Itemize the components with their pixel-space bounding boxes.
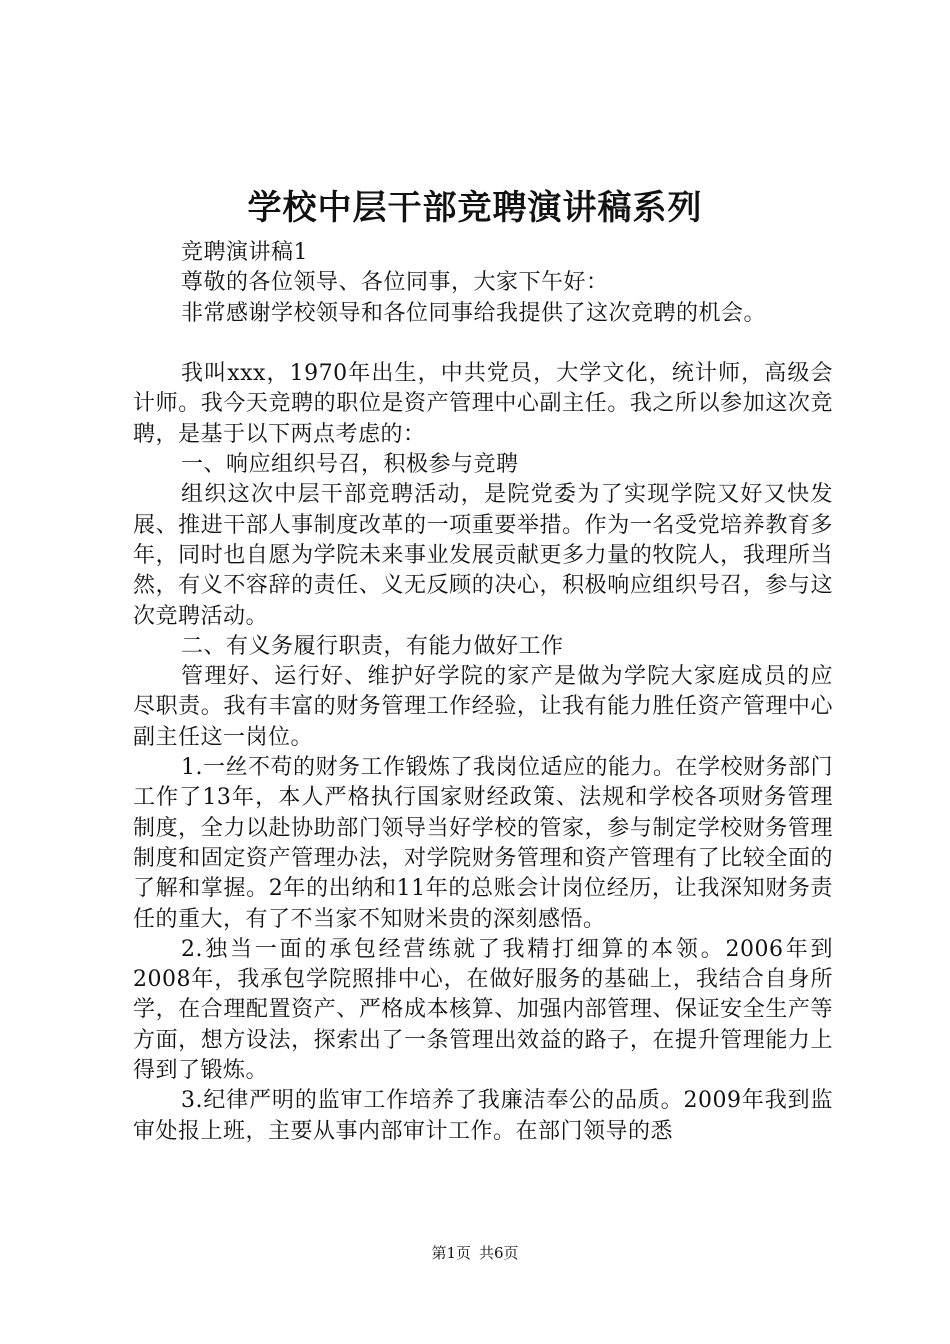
paragraph-section-1: 组织这次中层干部竞聘活动，是院党委为了实现学院又好又快发展、推进干部人事制度改革的一项重要举措。作为一名受党培养教育多年，同时也自愿为学院未来事业发展贡献更多力量的牧院人，我理所当然，有义不容辞的责任、义无反顾的决心，积极响应组织号召，参与这次竞聘活动。 (133, 482, 833, 629)
paragraph-heading: 竞聘演讲稿1 (181, 240, 308, 265)
page-footer (0, 1243, 950, 1263)
paragraph-intro: 我叫xxx，1970年出生，中共党员，大学文化，统计师，高级会计师。我今天竞聘的职位是资产管理中心副主任。我之所以参加这次竞聘，是基于以下两点考虑的： (133, 361, 833, 447)
section-heading-2: 二、有义务履行职责，有能力做好工作 (181, 633, 564, 659)
paragraph-thanks: 非常感谢学校领导和各位同事给我提供了这次竞聘的机会。 (181, 300, 767, 326)
document-body (133, 238, 833, 1147)
paragraph-section-2: 管理好、运行好、维护好学院的家产是做为学院大家庭成员的应尽职责。我有丰富的财务管理工作经验，让我有能力胜任资产管理中心副主任这一岗位。 (133, 664, 833, 750)
paragraph-point-1: 1.一丝不苟的财务工作锻炼了我岗位适应的能力。在学校财务部门工作了13年，本人严格执行国家财经政策、法规和学校各项财务管理制度，全力以赴协助部门领导当好学校的管家，参与制定学校财务管理制度和固定资产管理办法，对学院财务管理和资产管理有了比较全面的了解和掌握。2年的出纳和11年的总账会计岗位经历，让我深知财务责任的重大，有了不当家不知财米贵的深刻感悟。 (133, 755, 833, 932)
page-number: 第1页 (431, 1244, 471, 1262)
document-title: 学校中层干部竞聘演讲稿系列 (247, 188, 703, 228)
paragraph-greeting: 尊敬的各位领导、各位同事，大家下午好： (181, 270, 609, 296)
page-total: 共6页 (479, 1244, 519, 1262)
paragraph-point-3: 3.纪律严明的监审工作培养了我廉洁奉公的品质。2009年我到监审处报上班，主要从事内部审计工作。在部门领导的悉 (133, 1088, 833, 1144)
section-heading-1: 一、响应组织号召，积极参与竞聘 (181, 452, 519, 478)
paragraph-spacer (133, 329, 833, 359)
paragraph-point-2: 2.独当一面的承包经营练就了我精打细算的本领。2006年到2008年，我承包学院照排中心，在做好服务的基础上，我结合自身所学，在合理配置资产、严格成本核算、加强内部管理、保证安全生产等方面，想方设法，探索出了一条管理出效益的路子，在提升管理能力上得到了锻炼。 (133, 936, 833, 1084)
